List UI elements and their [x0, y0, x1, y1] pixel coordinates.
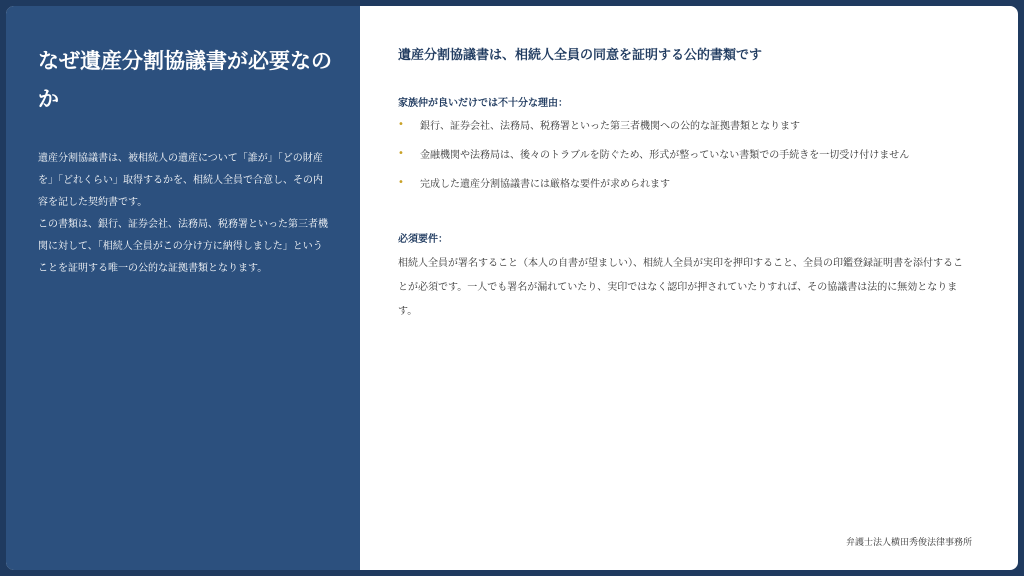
requirements-title: 必須要件： — [398, 234, 448, 245]
list-item — [398, 118, 998, 147]
right-panel — [360, 6, 1018, 570]
bullet-dot-icon: • — [398, 148, 404, 159]
bullet-dot-icon: • — [398, 119, 404, 130]
left-panel — [6, 6, 360, 570]
left-title: なぜ遺産分割協議書が必要なのか — [38, 49, 332, 111]
firm-name: 弁護士法人横田秀俊法律事務所 — [845, 538, 972, 548]
reasons-title: 家族仲が良いだけでは不十分な理由： — [398, 98, 568, 109]
reason-text: 金融機関や法務局は、後々のトラブルを防ぐため、形式が整っていない書類での手続きを一切受け付けません — [420, 150, 910, 161]
intro-paragraph: 遺産分割協議書は、被相続人の遺産について「誰が」「どの財産を」「どれくらい」取得するかを、相続人全員で合意し、その内容を記した契約書です。 — [38, 153, 323, 208]
purpose-paragraph: この書類は、銀行、証券会社、法務局、税務署といった第三者機関に対して、「相続人全員がこの分け方に納得しました」ということを証明する唯一の公的な証拠書類となります。 — [38, 219, 328, 274]
requirements-text: 相続人全員が署名すること（本人の自書が望ましい）、相続人全員が実印を押印すること、全員の印鑑登録証明書を添付することが必須です。一人でも署名が漏れていたり、実印ではなく認印が押されていたりすれば、その協議書は法的に無効となります。 — [398, 258, 963, 317]
right-heading: 遺産分割協議書は、相続人全員の同意を証明する公的書類です — [398, 48, 763, 63]
reason-text: 完成した遺産分割協議書には厳格な要件が求められます — [420, 179, 670, 190]
bullet-dot-icon: • — [398, 177, 404, 188]
list-item — [398, 176, 998, 205]
slide — [6, 6, 1018, 570]
reasons-list — [398, 118, 998, 205]
reason-text: 銀行、証券会社、法務局、税務署といった第三者機関への公的な証拠書類となります — [420, 121, 800, 132]
list-item — [398, 147, 998, 176]
